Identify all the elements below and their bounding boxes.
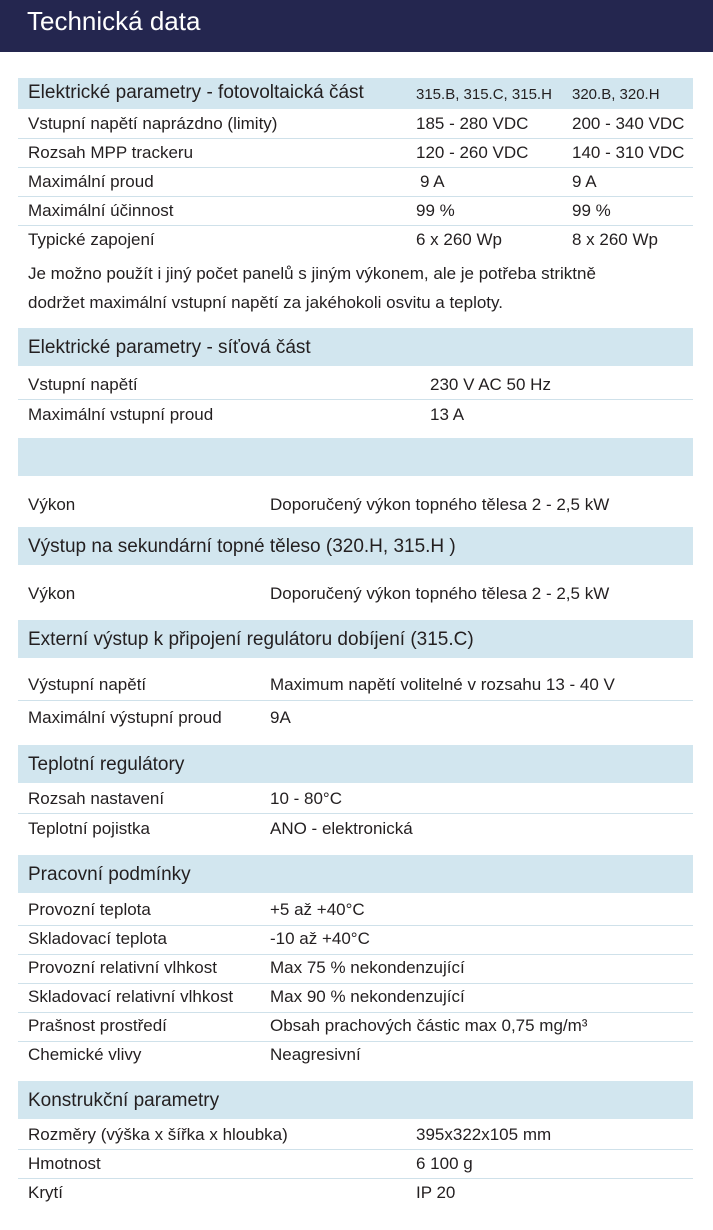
column-header-320: 320.B, 320.H [572,86,660,103]
thermo-row-label: Teplotní pojistka [28,819,150,838]
working-row-value: +5 až +40°C [270,900,365,919]
row-divider [18,954,693,955]
construction-row-label: Hmotnost [28,1154,101,1173]
construction-row-label: Rozměry (výška x šířka x hloubka) [28,1125,288,1144]
charger-row-value: Maximum napětí volitelné v rozsahu 13 - 40 V [270,675,615,694]
pv-row-value-320: 8 x 260 Wp [572,230,658,249]
pv-row-value-320: 200 - 340 VDC [572,114,685,133]
working-row-value: Max 90 % nekondenzující [270,987,465,1006]
working-row-label: Chemické vlivy [28,1045,142,1064]
row-divider [18,138,693,139]
section-title-charger: Externí výstup k připojení regulátoru dobíjení (315.C) [28,629,474,650]
pv-row-value-320: 99 % [572,201,611,220]
row-divider [18,925,693,926]
pv-row-value-315: 120 - 260 VDC [416,143,529,162]
charger-row-label: Maximální výstupní proud [28,708,222,727]
page-title: Technická data [27,6,201,36]
pv-row-value-315: 99 % [416,201,455,220]
row-divider [18,813,693,814]
thermo-row-label: Rozsah nastavení [28,789,165,808]
row-divider [18,1178,693,1179]
section-title-construction: Konstrukční parametry [28,1090,220,1111]
working-row-value: -10 až +40°C [270,929,370,948]
row-divider [18,399,693,400]
pv-row-value-315: 9 A [420,172,445,191]
row-divider [18,700,693,701]
pv-row-value-315: 185 - 280 VDC [416,114,529,133]
working-row-label: Provozní relativní vlhkost [28,958,217,977]
row-divider [18,167,693,168]
heater-primary-row-value: Doporučený výkon topného tělesa 2 - 2,5 kW [270,495,610,514]
row-divider [18,1149,693,1150]
title-banner [0,0,713,52]
working-row-label: Skladovací teplota [28,929,167,948]
grid-row-label: Vstupní napětí [28,375,138,394]
row-divider [18,1012,693,1013]
row-divider [18,225,693,226]
section-title-heater-secondary: Výstup na sekundární topné těleso (320.H, 315.H ) [28,536,456,557]
section-title-working: Pracovní podmínky [28,864,191,885]
grid-row-value: 13 A [430,405,465,424]
pv-row-label: Rozsah MPP trackeru [28,143,194,162]
pv-row-label: Maximální proud [28,172,154,191]
pv-row-value-320: 9 A [572,172,597,191]
working-row-value: Max 75 % nekondenzující [270,958,465,977]
pv-note-line: Je možno použít i jiný počet panelů s jiným výkonem, ale je potřeba striktně [28,264,596,283]
pv-row-value-320: 140 - 310 VDC [572,143,685,162]
heater-secondary-row-label: Výkon [28,584,76,603]
column-header-315: 315.B, 315.C, 315.H [416,86,552,103]
pv-row-value-315: 6 x 260 Wp [416,230,502,249]
construction-row-label: Krytí [28,1183,63,1202]
pv-row-label: Typické zapojení [28,230,155,249]
grid-row-label: Maximální vstupní proud [28,405,214,424]
working-row-label: Provozní teplota [28,900,151,919]
row-divider [18,196,693,197]
construction-row-value: IP 20 [416,1183,456,1202]
pv-note-line: dodržet maximální vstupní napětí za jakéhokoli osvitu a teploty. [28,293,503,312]
section-title-pv: Elektrické parametry - fotovoltaická část [28,82,364,103]
row-divider [18,983,693,984]
working-row-label: Skladovací relativní vlhkost [28,987,234,1006]
working-row-label: Prašnost prostředí [28,1016,167,1035]
charger-row-label: Výstupní napětí [28,675,147,694]
section-title-thermo: Teplotní regulátory [28,754,185,775]
pv-row-label: Vstupní napětí naprázdno (limity) [28,114,278,133]
construction-row-value: 6 100 g [416,1154,473,1173]
thermo-row-value: 10 - 80°C [270,789,343,808]
row-divider [18,1041,693,1042]
grid-row-value: 230 V AC 50 Hz [430,375,551,394]
working-row-value: Obsah prachových částic max 0,75 mg/m³ [270,1016,588,1035]
construction-row-value: 395x322x105 mm [416,1125,552,1144]
heater-primary-row-label: Výkon [28,495,76,514]
section-title-grid: Elektrické parametry - síťová část [28,337,311,358]
charger-row-value: 9A [270,708,291,727]
thermo-row-value: ANO - elektronická [270,819,413,838]
working-row-value: Neagresivní [270,1045,361,1064]
section-header-heater-primary [18,438,693,476]
pv-row-label: Maximální účinnost [28,201,174,220]
heater-secondary-row-value: Doporučený výkon topného tělesa 2 - 2,5 kW [270,584,610,603]
